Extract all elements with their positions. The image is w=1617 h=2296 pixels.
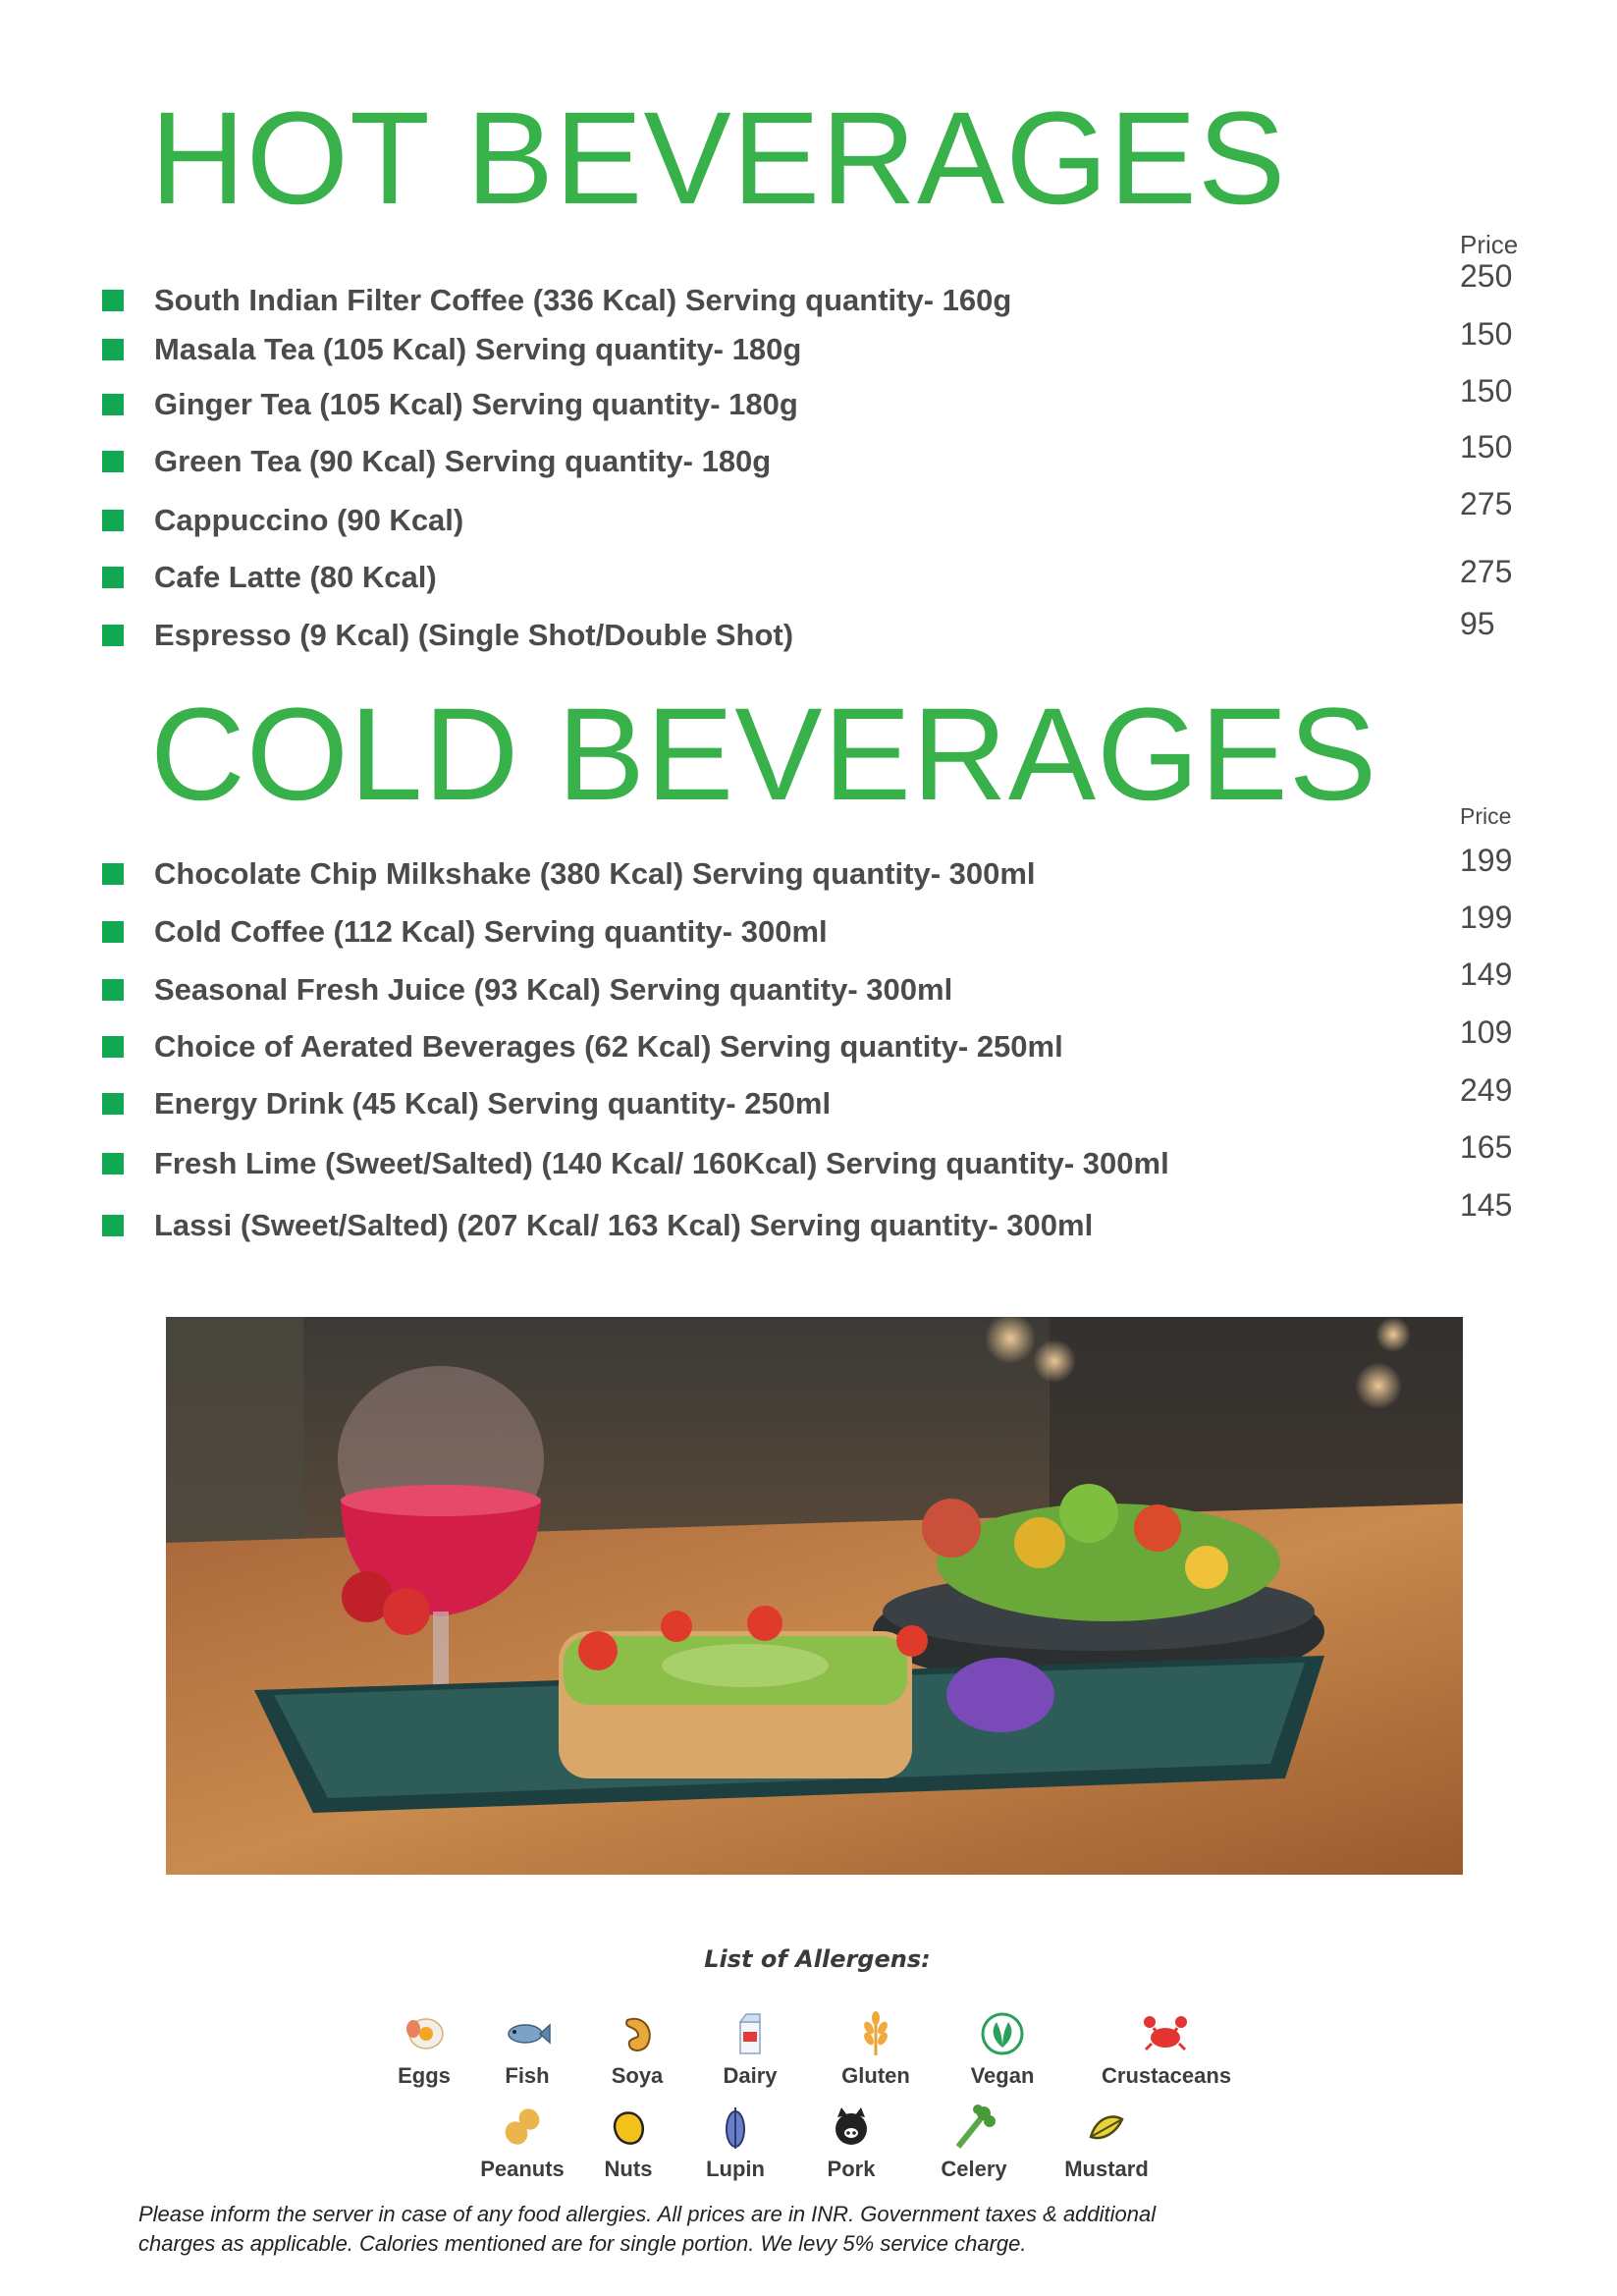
- nut-icon: [605, 2104, 652, 2151]
- item-price: 95: [1460, 606, 1495, 641]
- item-price: 199: [1460, 843, 1513, 878]
- item-name: Green Tea (90 Kcal) Serving quantity- 180g: [154, 444, 772, 478]
- allergen-celery: [910, 2104, 1038, 2182]
- allergen-dairy: [686, 2010, 814, 2089]
- cold-price-column-label: Price: [1460, 803, 1512, 829]
- wheat-icon: [852, 2010, 899, 2057]
- allergen-crustaceans: [1102, 2010, 1232, 2089]
- item-price: 165: [1460, 1129, 1513, 1165]
- hot-beverages-heading: HOT BEVERAGES: [150, 85, 1287, 232]
- allergen-label: Soya: [611, 2063, 664, 2088]
- allergen-gluten: [812, 2010, 940, 2089]
- food-photo: [166, 1317, 1463, 1875]
- allergen-label: Celery: [941, 2157, 1007, 2181]
- menu-item: [0, 332, 1617, 371]
- pig-icon: [828, 2104, 875, 2151]
- item-name: Cafe Latte (80 Kcal): [154, 560, 437, 594]
- celery-icon: [950, 2104, 997, 2151]
- cold-beverages-heading: COLD BEVERAGES: [150, 682, 1378, 828]
- allergen-label: Gluten: [841, 2063, 910, 2088]
- allergen-label: Crustaceans: [1102, 2063, 1232, 2088]
- bullet-square: [102, 510, 124, 531]
- item-price: 275: [1460, 486, 1513, 521]
- crab-icon: [1142, 2010, 1189, 2057]
- mustard-icon: [1083, 2104, 1130, 2151]
- item-name: Lassi (Sweet/Salted) (207 Kcal/ 163 Kcal) Serving quantity- 300ml: [154, 1208, 1094, 1242]
- allergen-mustard: [1043, 2104, 1170, 2182]
- menu-item: [0, 618, 1617, 657]
- item-name: South Indian Filter Coffee (336 Kcal) Serving quantity- 160g: [154, 283, 1012, 317]
- menu-item: [0, 1208, 1617, 1247]
- allergen-label: Fish: [505, 2063, 550, 2088]
- bullet-square: [102, 567, 124, 588]
- item-name: Masala Tea (105 Kcal) Serving quantity- 180g: [154, 332, 802, 366]
- allergen-soya: [573, 2010, 701, 2089]
- item-price: 109: [1460, 1014, 1513, 1050]
- item-name: Espresso (9 Kcal) (Single Shot/Double Shot): [154, 618, 794, 652]
- item-price: 149: [1460, 957, 1513, 992]
- menu-item: [0, 1146, 1617, 1185]
- bullet-square: [102, 1215, 124, 1236]
- allergen-label: Lupin: [706, 2157, 765, 2181]
- allergen-label: Nuts: [604, 2157, 653, 2181]
- bullet-square: [102, 625, 124, 646]
- allergen-lupin: [672, 2104, 799, 2182]
- item-price: 150: [1460, 316, 1513, 352]
- fish-icon: [504, 2010, 551, 2057]
- item-price: 250: [1460, 258, 1513, 294]
- allergen-pork: [787, 2104, 915, 2182]
- bullet-square: [102, 863, 124, 885]
- lupin-icon: [712, 2104, 759, 2151]
- footnote: [138, 2200, 1317, 2259]
- egg-icon: [401, 2010, 448, 2057]
- menu-item: [0, 503, 1617, 542]
- bullet-square: [102, 451, 124, 472]
- peanut-icon: [499, 2104, 546, 2151]
- soya-icon: [614, 2010, 661, 2057]
- bullet-square: [102, 1036, 124, 1058]
- item-price: 199: [1460, 900, 1513, 935]
- item-price: 150: [1460, 373, 1513, 409]
- bullet-square: [102, 339, 124, 360]
- hot-price-column-label: Price: [1460, 230, 1519, 259]
- menu-item: [0, 387, 1617, 426]
- bullet-square: [102, 979, 124, 1001]
- bullet-square: [102, 290, 124, 311]
- bullet-square: [102, 394, 124, 415]
- item-name: Chocolate Chip Milkshake (380 Kcal) Serving quantity- 300ml: [154, 856, 1036, 891]
- allergen-list-title: List of Allergens:: [704, 1945, 931, 1973]
- allergen-label: Dairy: [723, 2063, 778, 2088]
- allergen-label: Eggs: [398, 2063, 451, 2088]
- item-name: Energy Drink (45 Kcal) Serving quantity- 250ml: [154, 1086, 832, 1121]
- allergen-vegan: [939, 2010, 1066, 2089]
- item-name: Seasonal Fresh Juice (93 Kcal) Serving quantity- 300ml: [154, 972, 953, 1007]
- menu-item: [0, 914, 1617, 954]
- leaf-icon: [979, 2010, 1026, 2057]
- allergen-label: Vegan: [970, 2063, 1035, 2088]
- footnote-line: charges as applicable. Calories mentioned are for single portion. We levy 5% service charge.: [138, 2231, 1027, 2256]
- item-price: 249: [1460, 1072, 1513, 1108]
- item-name: Fresh Lime (Sweet/Salted) (140 Kcal/ 160Kcal) Serving quantity- 300ml: [154, 1146, 1169, 1180]
- allergen-fish: [463, 2010, 591, 2089]
- bullet-square: [102, 1153, 124, 1175]
- allergen-label: Mustard: [1064, 2157, 1149, 2181]
- item-price: 145: [1460, 1187, 1513, 1223]
- menu-item: [0, 560, 1617, 599]
- menu-item: [0, 972, 1617, 1011]
- bullet-square: [102, 921, 124, 943]
- item-name: Cold Coffee (112 Kcal) Serving quantity- 300ml: [154, 914, 828, 949]
- menu-item: [0, 1029, 1617, 1068]
- item-name: Cappuccino (90 Kcal): [154, 503, 464, 537]
- allergen-label: Pork: [827, 2157, 876, 2181]
- item-price: 275: [1460, 554, 1513, 589]
- allergen-label: Peanuts: [480, 2157, 565, 2181]
- item-name: Ginger Tea (105 Kcal) Serving quantity- 180g: [154, 387, 798, 421]
- menu-item: [0, 444, 1617, 483]
- footnote-line: Please inform the server in case of any food allergies. All prices are in INR. Government taxes & additional: [138, 2202, 1157, 2226]
- menu-item: [0, 283, 1617, 322]
- menu-item: [0, 1086, 1617, 1125]
- item-name: Choice of Aerated Beverages (62 Kcal) Serving quantity- 250ml: [154, 1029, 1063, 1064]
- item-price: 150: [1460, 429, 1513, 465]
- bullet-square: [102, 1093, 124, 1115]
- milk-carton-icon: [727, 2010, 774, 2057]
- menu-item: [0, 856, 1617, 896]
